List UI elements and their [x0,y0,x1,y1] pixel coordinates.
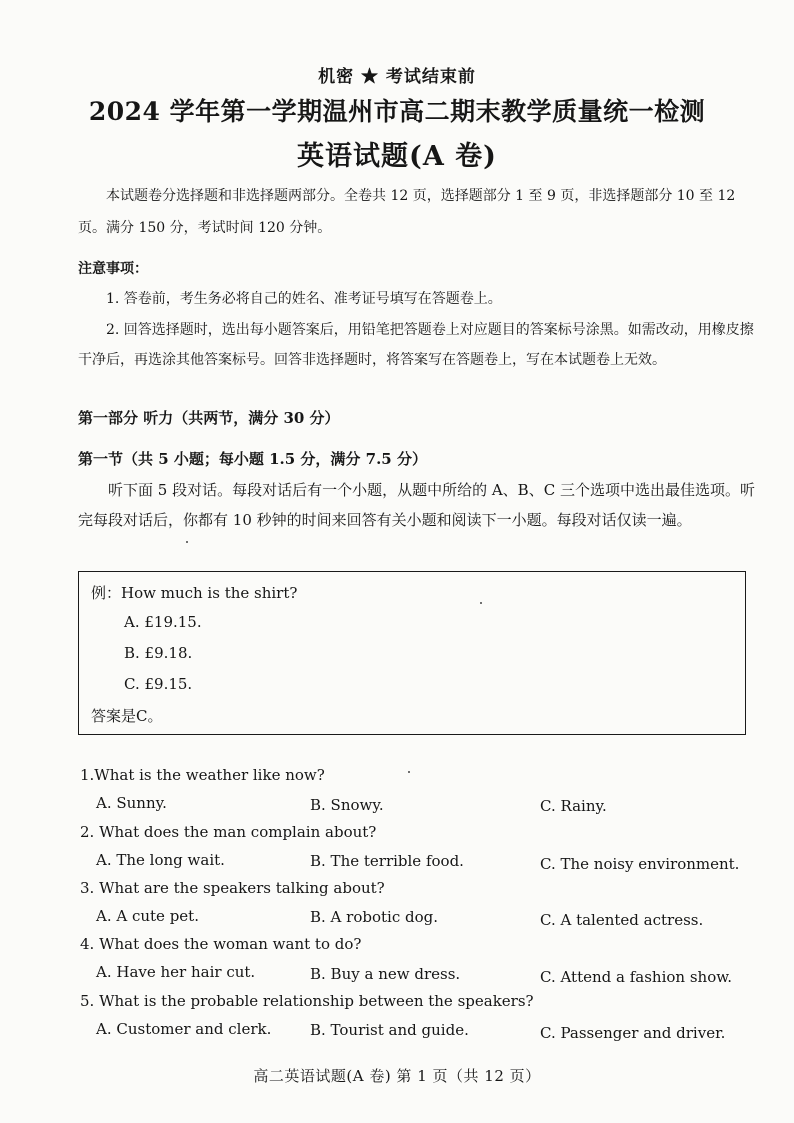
question-1-option-b: B. Snowy. [310,796,384,814]
question-2-option-c: C. The noisy environment. [540,855,740,873]
question-5-option-a: A. Customer and clerk. [96,1020,272,1038]
notice-heading: 注意事项： [78,261,148,277]
exam-subtitle: 英语试题(A 卷) [297,141,497,172]
question-5: 5. What is the probable relationship between the speakers? [80,992,534,1010]
part1-heading: 第一部分 听力（共两节，满分 30 分） [78,409,340,427]
example-option-a: A. £19.15. [124,613,202,631]
question-3-option-a: A. A cute pet. [96,907,199,925]
confidential-label: 机密 ★ 考试结束前 [318,67,476,87]
notice-item-1: 1. 答卷前，考生务必将自己的姓名、准考证号填写在答题卷上。 [106,291,502,307]
question-2: 2. What does the man complain about? [80,823,377,841]
question-4-option-b: B. Buy a new dress. [310,965,461,983]
question-1: 1.What is the weather like now? [80,766,325,784]
scan-speck [186,541,188,543]
exam-title: 2024 学年第一学期温州市高二期末教学质量统一检测 [88,97,706,126]
section1-instructions: 听下面 5 段对话。每段对话后有一个小题，从题中所给的 A、B、C 三个选项中选出最佳选项。听完每段对话后，你都有 10 秒钟的时间来回答有关小题和阅读下一小题。每段对话仅读一遍。 [78,481,755,529]
question-4: 4. What does the woman want to do? [80,935,362,953]
question-5-option-b: B. Tourist and guide. [310,1021,469,1039]
example-option-c: C. £9.15. [124,675,193,693]
example-question: 例：How much is the shirt? [91,584,298,602]
question-1-option-a: A. Sunny. [96,794,167,812]
question-3: 3. What are the speakers talking about? [80,879,385,897]
question-5-option-c: C. Passenger and driver. [540,1024,726,1042]
section1-heading: 第一节（共 5 小题；每小题 1.5 分，满分 7.5 分） [78,450,427,468]
scan-speck [480,602,482,604]
example-option-b: B. £9.18. [124,644,193,662]
question-3-option-b: B. A robotic dog. [310,908,438,926]
scan-speck [408,771,410,773]
example-answer: 答案是C。 [91,707,163,725]
question-1-option-c: C. Rainy. [540,797,607,815]
question-2-option-b: B. The terrible food. [310,852,464,870]
intro-paragraph: 本试题卷分选择题和非选择题两部分。全卷共 12 页，选择题部分 1 至 9 页，非选择题部分 10 至 12 页。满分 150 分，考试时间 120 分钟。 [78,188,736,236]
page-footer: 高二英语试题(A 卷) 第 1 页（共 12 页） [253,1067,541,1085]
question-4-option-c: C. Attend a fashion show. [540,968,733,986]
notice-item-2: 2. 回答选择题时，选出每小题答案后，用铅笔把答题卷上对应题目的答案标号涂黑。如需改动，用橡皮擦干净后，再选涂其他答案标号。回答非选择题时，将答案写在答题卷上，写在本试题卷上无效。 [78,322,754,368]
question-4-option-a: A. Have her hair cut. [96,963,256,981]
example-box [78,571,746,735]
question-2-option-a: A. The long wait. [96,851,225,869]
question-3-option-c: C. A talented actress. [540,911,704,929]
